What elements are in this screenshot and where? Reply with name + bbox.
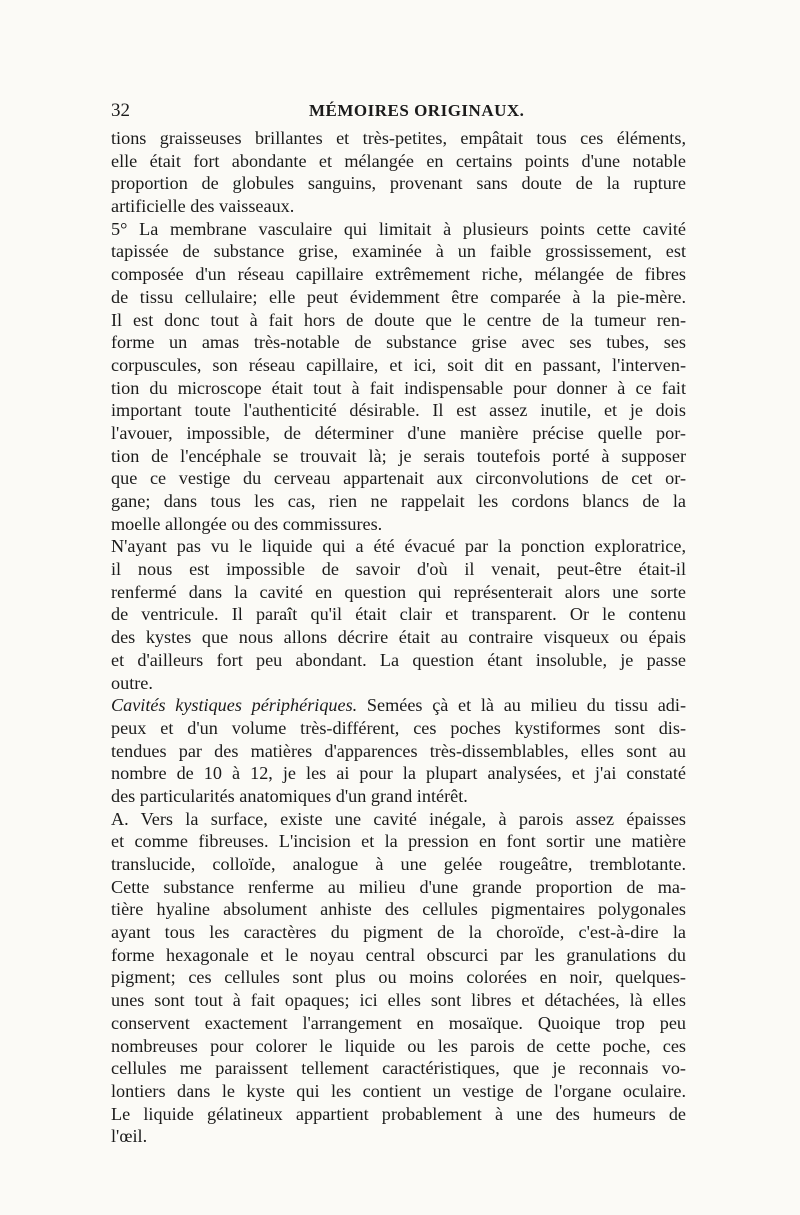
line-text: tion de l'encéphale se trouvait là; je serais toutefois porté à supposer: [111, 445, 686, 466]
line-text: et comme fibreuses. L'incision et la pression en font sortir une matière: [111, 831, 686, 852]
text-line: [111, 966, 686, 989]
line-text: important toute l'authenticité désirable. Il est assez inutile, et je dois: [111, 400, 686, 421]
text-line: [111, 1125, 686, 1148]
text-line: [111, 467, 686, 490]
text-line: [111, 808, 686, 831]
line-text: corpuscules, son réseau capillaire, et ici, soit dit en passant, l'interven-: [111, 354, 686, 375]
text-line: [111, 490, 686, 513]
line-text: des kystes que nous allons décrire était au contraire visqueux ou épais: [111, 627, 686, 648]
line-text: forme un amas très-notable de substance grise avec ses tubes, ses: [111, 332, 686, 353]
text-line: [111, 1103, 686, 1126]
line-text: conservent exactement l'arrangement en mosaïque. Quoique trop peu: [111, 1012, 686, 1033]
text-line: [111, 740, 686, 763]
line-text: forme hexagonale et le noyau central obscurci par les granulations du: [111, 944, 686, 965]
text-line: [111, 649, 686, 672]
line-text: ayant tous les caractères du pigment de la choroïde, c'est-à-dire la: [111, 922, 686, 943]
line-text: lontiers dans le kyste qui les contient un vestige de l'organe oculaire.: [111, 1080, 686, 1101]
text-line: [111, 399, 686, 422]
text-line: [111, 309, 686, 332]
line-text: Cette substance renferme au milieu d'une grande proportion de ma-: [111, 876, 686, 897]
line-text: que ce vestige du cerveau appartenait aux circonvolutions de cet or-: [111, 468, 686, 489]
text-line: [111, 1035, 686, 1058]
text-line: [111, 581, 686, 604]
page-number: 32: [111, 100, 130, 121]
line-text: il nous est impossible de savoir d'où il venait, peut-être était-il: [111, 559, 686, 580]
text-line: [111, 762, 686, 785]
text-line: [111, 1057, 686, 1080]
line-text: peux et d'un volume très-différent, ces poches kystiformes sont dis-: [111, 717, 686, 738]
line-text: l'avouer, impossible, de déterminer d'une manière précise quelle por-: [111, 422, 686, 443]
text-line: [111, 263, 686, 286]
text-line: [111, 513, 686, 536]
line-text: artificielle des vaisseaux.: [111, 196, 295, 217]
text-line: [111, 535, 686, 558]
text-line: [111, 603, 686, 626]
text-line: [111, 1080, 686, 1103]
text-line: [111, 558, 686, 581]
line-text: A. Vers la surface, existe une cavité inégale, à parois assez épaisses: [111, 808, 686, 829]
line-text: tions graisseuses brillantes et très-petites, empâtait tous ces éléments,: [111, 128, 686, 148]
line-text: de tissu cellulaire; elle peut évidemment être comparée à la pie-mère.: [111, 286, 686, 307]
line-text: unes sont tout à fait opaques; ici elles sont libres et détachées, là elles: [111, 990, 686, 1011]
line-text: moelle allongée ou des commissures.: [111, 513, 383, 534]
line-text: tière hyaline absolument anhiste des cellules pigmentaires polygonales: [111, 899, 686, 920]
text-line: [111, 944, 686, 967]
line-text: Il est donc tout à fait hors de doute que le centre de la tumeur ren-: [111, 309, 686, 330]
line-text: tapissée de substance grise, examinée à un faible grossissement, est: [111, 241, 686, 262]
line-text: composée d'un réseau capillaire extrêmement riche, mélangée de fibres: [111, 264, 686, 285]
text-line: [111, 240, 686, 263]
text-line: [111, 626, 686, 649]
line-text: N'ayant pas vu le liquide qui a été évacué par la ponction exploratrice,: [111, 536, 686, 557]
page-header: [111, 100, 686, 124]
line-text: cellules me paraissent tellement caractéristiques, que je reconnais vo-: [111, 1058, 686, 1079]
section-heading: Cavités kystiques périphériques.: [111, 695, 358, 716]
line-text: outre.: [111, 672, 153, 693]
book-page: [111, 100, 686, 1148]
line-text: tion du microscope était tout à fait indispensable pour donner à ce fait: [111, 377, 686, 398]
line-text: translucide, colloïde, analogue à une gelée rougeâtre, tremblotante.: [111, 854, 686, 874]
text-line: [111, 989, 686, 1012]
body-text: [111, 127, 686, 1148]
line-text: l'œil.: [111, 1126, 148, 1147]
line-text: gane; dans tous les cas, rien ne rappelait les cordons blancs de la: [111, 491, 686, 511]
text-line: [111, 286, 686, 309]
running-title: MÉMOIRES ORIGINAUX.: [309, 101, 525, 120]
text-line: [111, 150, 686, 173]
line-text: nombreuses pour colorer le liquide ou les parois de cette poche, ces: [111, 1035, 686, 1056]
line-text: des particularités anatomiques d'un grand intérêt.: [111, 785, 468, 806]
text-line: [111, 422, 686, 445]
text-line: [111, 218, 686, 241]
text-line: [111, 195, 686, 218]
text-line: [111, 853, 686, 876]
text-line: [111, 717, 686, 740]
text-line: [111, 354, 686, 377]
line-text: tendues par des matières d'apparences très-dissemblables, elles sont au: [111, 740, 686, 761]
line-text: elle était fort abondante et mélangée en certains points d'une notable: [111, 150, 686, 171]
line-text: Semées çà et là au milieu du tissu adi-: [357, 695, 686, 716]
line-text: renfermé dans la cavité en question qui représenterait alors une sorte: [111, 581, 686, 602]
line-text: de ventricule. Il paraît qu'il était clair et transparent. Or le contenu: [111, 604, 686, 625]
text-line: [111, 445, 686, 468]
line-text: proportion de globules sanguins, provenant sans doute de la rupture: [111, 173, 686, 194]
text-line: [111, 898, 686, 921]
text-line: [111, 694, 686, 717]
text-line: [111, 1012, 686, 1035]
text-line: [111, 672, 686, 695]
text-line: [111, 127, 686, 150]
line-text: pigment; ces cellules sont plus ou moins colorées en noir, quelques-: [111, 967, 686, 988]
text-line: [111, 172, 686, 195]
line-text: et d'ailleurs fort peu abondant. La question étant insoluble, je passe: [111, 649, 686, 670]
text-line: [111, 785, 686, 808]
text-line: [111, 921, 686, 944]
line-text: Le liquide gélatineux appartient probablement à une des humeurs de: [111, 1103, 686, 1124]
text-line: [111, 377, 686, 400]
line-text: nombre de 10 à 12, je les ai pour la plupart analysées, et j'ai constaté: [111, 763, 686, 784]
line-text: 5° La membrane vasculaire qui limitait à plusieurs points cette cavité: [111, 218, 686, 239]
text-line: [111, 876, 686, 899]
text-line: [111, 331, 686, 354]
text-line: [111, 830, 686, 853]
